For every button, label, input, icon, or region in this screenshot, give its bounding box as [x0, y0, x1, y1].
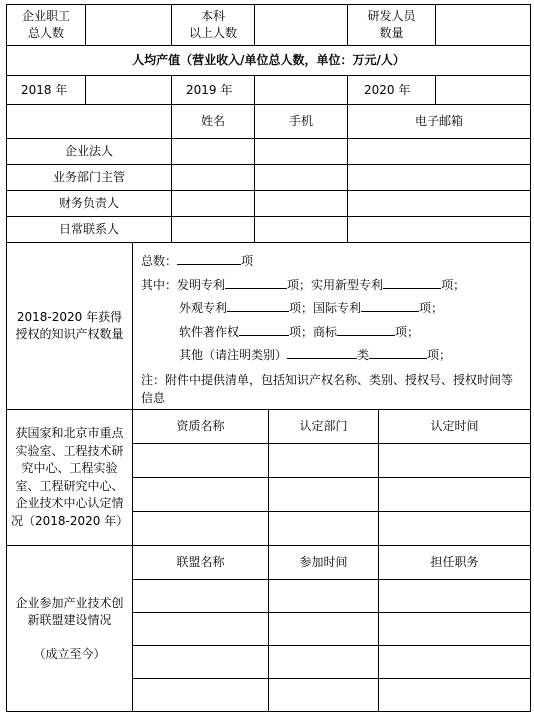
- year-2018-value[interactable]: [86, 76, 172, 105]
- contact-role-daily: 日常联系人: [7, 217, 172, 243]
- invention-blank[interactable]: [225, 274, 287, 289]
- trademark-blank[interactable]: [337, 321, 395, 336]
- utility-blank[interactable]: [383, 274, 441, 289]
- alliance-name-cell[interactable]: [133, 613, 269, 646]
- year-2019-value[interactable]: [255, 76, 348, 105]
- ip-invention-line: 其中：发明专利 项；实用新型专利 项；: [141, 274, 524, 298]
- contact-name-cell[interactable]: [172, 217, 255, 243]
- rd-staff-label: 研发人员 数量: [348, 5, 436, 46]
- alliance-role-cell[interactable]: [379, 679, 531, 712]
- form-frame: [6, 4, 530, 716]
- rd-staff-value[interactable]: [436, 5, 531, 46]
- contact-name-cell[interactable]: [172, 165, 255, 191]
- ip-note: 注：附件中提供清单，包括知识产权名称、类别、授权号、授权时间等信息: [141, 372, 514, 405]
- per-capita-title: 人均产值（营业收入/单位总人数，单位：万元/人）: [7, 46, 531, 76]
- alliance-name-cell[interactable]: [133, 646, 269, 679]
- ip-label: 2018-2020 年获得授权的知识产权数量: [7, 243, 133, 410]
- software-blank[interactable]: [239, 321, 289, 336]
- ip-total-blank[interactable]: [177, 250, 241, 265]
- ip-details: [133, 243, 531, 410]
- contact-phone-cell[interactable]: [255, 191, 348, 217]
- alliance-name-cell[interactable]: [133, 580, 269, 613]
- lab-name-cell[interactable]: [133, 512, 269, 546]
- contact-phone-cell[interactable]: [255, 165, 348, 191]
- lab-name-cell[interactable]: [133, 444, 269, 478]
- col-phone-header: 手机: [255, 105, 348, 139]
- contact-email-cell[interactable]: [348, 191, 531, 217]
- contact-email-cell[interactable]: [348, 165, 531, 191]
- year-2020-value[interactable]: [436, 76, 531, 105]
- lab-dept-cell[interactable]: [269, 478, 379, 512]
- design-blank[interactable]: [227, 297, 289, 312]
- bachelor-count-value[interactable]: [255, 5, 348, 46]
- lab-col-dept-header: 认定部门: [269, 410, 379, 444]
- year-2019-label: 2019 年: [172, 76, 255, 105]
- alliance-role-cell[interactable]: [379, 613, 531, 646]
- col-name-header: 姓名: [172, 105, 255, 139]
- intl-blank[interactable]: [361, 297, 419, 312]
- year-2018-label: 2018 年: [7, 76, 86, 105]
- contact-phone-cell[interactable]: [255, 217, 348, 243]
- col-email-header: 电子邮箱: [348, 105, 531, 139]
- contact-email-cell[interactable]: [348, 139, 531, 165]
- other-category-blank[interactable]: [287, 344, 357, 359]
- labs-label: 获国家和北京市重点实验室、工程技术研究中心、工程实验室、工程研究中心、企业技术中心认定情况（2018-2020 年）: [7, 410, 133, 546]
- alliance-time-cell[interactable]: [269, 580, 379, 613]
- total-employees-value[interactable]: [86, 5, 172, 46]
- ip-total-line: 总数： 项: [141, 250, 524, 274]
- ip-table: [6, 242, 531, 410]
- ip-other-line: 其他（请注明类别） 类 项；: [141, 344, 524, 368]
- alliance-time-cell[interactable]: [269, 679, 379, 712]
- alliance-time-cell[interactable]: [269, 613, 379, 646]
- alliance-role-cell[interactable]: [379, 580, 531, 613]
- lab-col-name-header: 资质名称: [133, 410, 269, 444]
- alliance-col-time-header: 参加时间: [269, 546, 379, 580]
- total-employees-label: 企业职工 总人数: [7, 5, 86, 46]
- labs-table: [6, 409, 531, 546]
- headcount-table: [6, 4, 531, 105]
- bachelor-count-label: 本科 以上人数: [172, 5, 255, 46]
- ip-software-line: 软件著作权 项；商标 项；: [141, 321, 524, 345]
- contact-role-finance: 财务负责人: [7, 191, 172, 217]
- lab-time-cell[interactable]: [379, 444, 531, 478]
- alliance-time-cell[interactable]: [269, 646, 379, 679]
- contact-phone-cell[interactable]: [255, 139, 348, 165]
- lab-col-time-header: 认定时间: [379, 410, 531, 444]
- lab-name-cell[interactable]: [133, 478, 269, 512]
- alliance-table: [6, 545, 531, 712]
- ip-design-line: 外观专利 项；国际专利 项；: [141, 297, 524, 321]
- contact-email-cell[interactable]: [348, 217, 531, 243]
- alliance-role-cell[interactable]: [379, 646, 531, 679]
- contact-name-cell[interactable]: [172, 191, 255, 217]
- contact-role-legal: 企业法人: [7, 139, 172, 165]
- contact-name-cell[interactable]: [172, 139, 255, 165]
- alliance-col-name-header: 联盟名称: [133, 546, 269, 580]
- alliance-label: 企业参加产业技术创新联盟建设情况 （成立至今）: [7, 546, 133, 712]
- contacts-table: [6, 104, 531, 243]
- year-2020-label: 2020 年: [348, 76, 436, 105]
- lab-dept-cell[interactable]: [269, 512, 379, 546]
- lab-time-cell[interactable]: [379, 512, 531, 546]
- alliance-name-cell[interactable]: [133, 679, 269, 712]
- lab-dept-cell[interactable]: [269, 444, 379, 478]
- other-count-blank[interactable]: [369, 344, 427, 359]
- alliance-col-role-header: 担任职务: [379, 546, 531, 580]
- contact-role-manager: 业务部门主管: [7, 165, 172, 191]
- lab-time-cell[interactable]: [379, 478, 531, 512]
- contacts-corner: [7, 105, 172, 139]
